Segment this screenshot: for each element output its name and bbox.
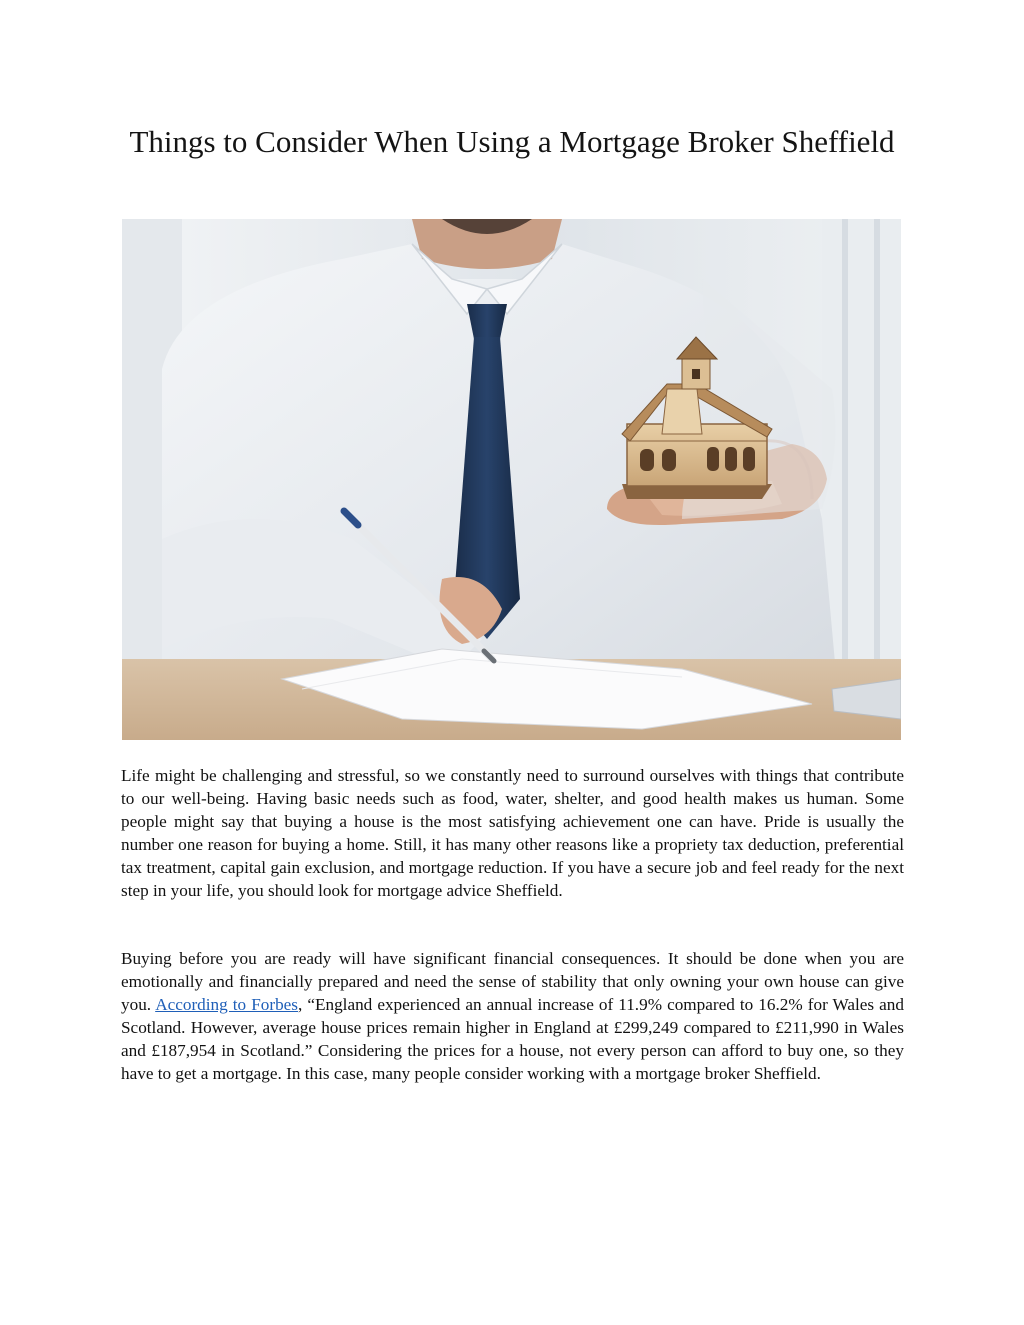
paragraph-forbes (121, 947, 904, 1085)
forbes-link[interactable]: According to Forbes (155, 995, 298, 1014)
page-title: Things to Consider When Using a Mortgage Broker Sheffield (129, 124, 895, 159)
paragraph-forbes-rest: , “England experienced an annual increase of 11.9% compared to 16.2% for Wales and Scotland. However, average house prices remain higher in England at £299,249 compared to £211,990 in Wales and £187,954 in Scotland.” Considering the prices for a house, not every person can afford to buy one, so they have to get a mortgage. In this case, many people consider working with a mortgage broker Sheffield. (121, 995, 904, 1083)
paragraph-intro: Life might be challenging and stressful, so we constantly need to surround ourselves with things that contribute to our well-being. Having basic needs such as food, water, shelter, and good health makes us human. Some people might say that buying a house is the most satisfying achievement one can have. Pride is usually the number one reason for buying a home. Still, it has many other reasons like a propriety tax deduction, preferential tax treatment, capital gain exclusion, and mortgage reduction. If you have a secure job and feel ready for the next step in your life, you should look for mortgage advice Sheffield. (121, 766, 904, 900)
hero-image (122, 219, 901, 740)
mortgage-broker-photo-icon (122, 219, 901, 740)
paragraph-forbes-lead: Buying before you are ready will have significant financial consequences. It should be done when you are emotionally and financially prepared and need the sense of stability that only owning your own house can give you. (121, 949, 904, 1014)
